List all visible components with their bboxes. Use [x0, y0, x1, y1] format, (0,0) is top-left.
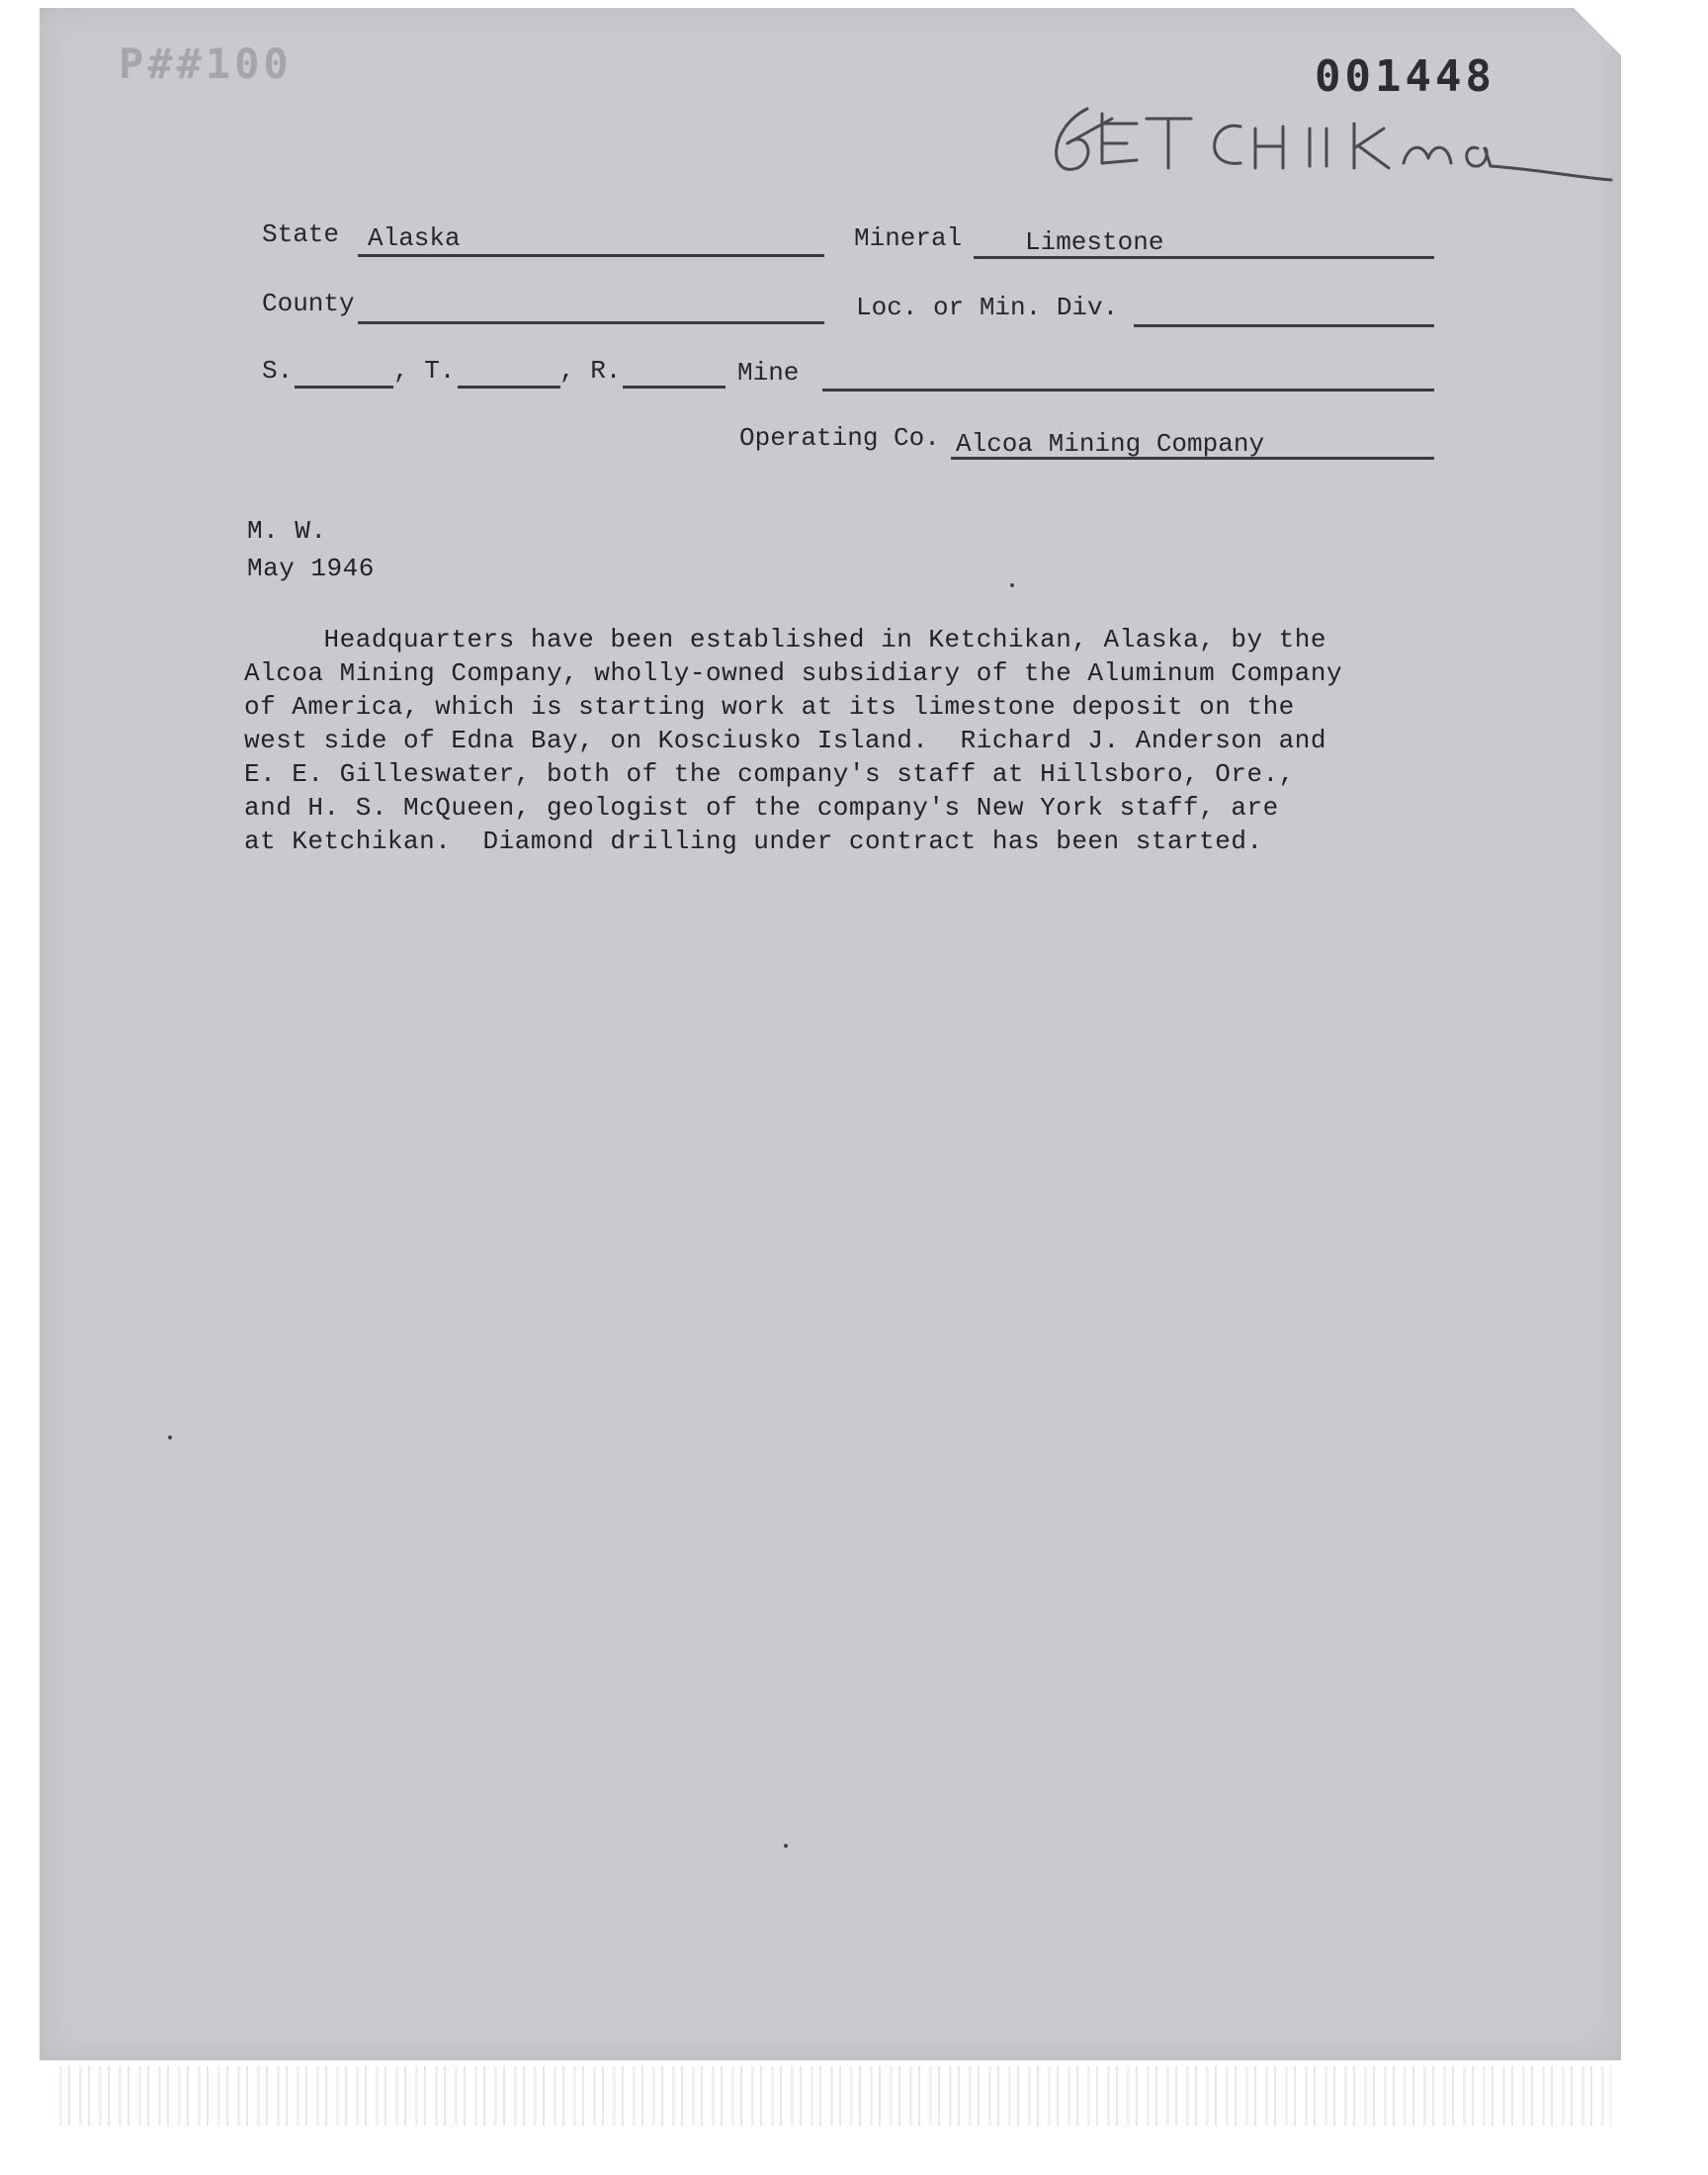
body-line: E. E. Gilleswater, both of the company's staff at Hillsboro, Ore., [244, 759, 1295, 789]
mine-line [822, 389, 1434, 392]
body-line: west side of Edna Bay, on Kosciusko Island. Richard J. Anderson and [244, 726, 1326, 755]
scan-artifact [59, 2066, 1611, 2126]
mineral-label: Mineral [854, 223, 963, 253]
body-line: Headquarters have been established in Ketchikan, Alaska, by the [244, 625, 1326, 654]
scan-speck [1010, 583, 1014, 587]
range-line [623, 386, 726, 389]
loc-label: Loc. or Min. Div. [856, 293, 1119, 322]
range-label: , R. [559, 356, 622, 386]
operating-value: Alcoa Mining Company [956, 429, 1265, 459]
loc-line [1134, 324, 1434, 327]
mine-label: Mine [737, 358, 800, 388]
operating-label: Operating Co. [739, 423, 940, 453]
state-line [358, 254, 824, 257]
body-line: at Ketchikan. Diamond drilling under contract has been started. [244, 826, 1263, 856]
scan-speck [168, 1436, 172, 1439]
handwritten-signature-ketchikan [1028, 89, 1621, 198]
section-label: S. [262, 356, 294, 386]
body-line: Alcoa Mining Company, wholly-owned subsidiary of the Aluminum Company [244, 658, 1343, 688]
author-initials: M. W. [247, 516, 327, 546]
scan-speck [784, 1844, 788, 1848]
county-label: County [262, 289, 355, 318]
mineral-line [974, 256, 1434, 259]
operating-line [951, 457, 1434, 460]
stamp-file-code: P##100 [119, 40, 293, 88]
state-label: State [262, 219, 340, 249]
state-value: Alaska [368, 223, 461, 253]
document-date: May 1946 [247, 554, 375, 583]
body-line: and H. S. McQueen, geologist of the company's New York staff, are [244, 793, 1279, 823]
county-line [358, 321, 824, 324]
stamp-document-number: 001448 [1315, 51, 1495, 102]
body-line: of America, which is starting work at its limestone deposit on the [244, 692, 1295, 722]
township-label: , T. [393, 356, 456, 386]
section-line [295, 386, 393, 389]
township-line [458, 386, 560, 389]
mineral-value: Limestone [1025, 227, 1164, 257]
folded-corner [1574, 8, 1621, 55]
